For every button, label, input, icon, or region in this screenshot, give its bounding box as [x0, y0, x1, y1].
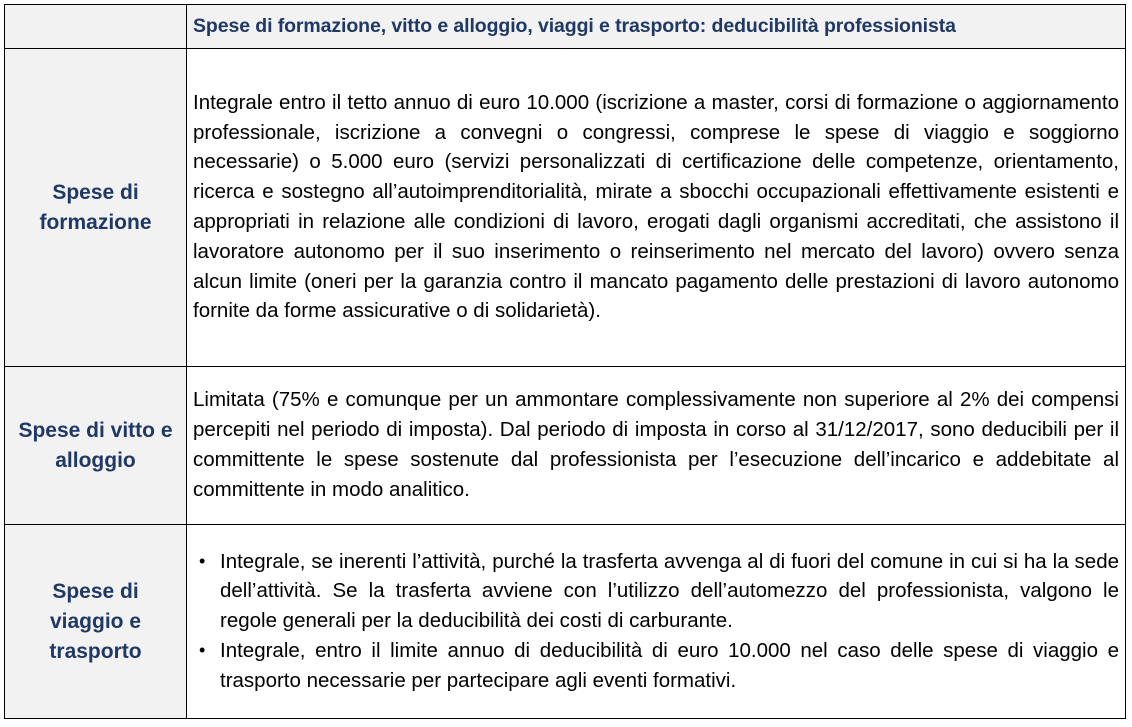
list-item: [193, 547, 1119, 636]
row-label-viaggio-trasporto: Spese di viaggio e trasporto: [5, 525, 187, 719]
bullet-icon: •: [199, 639, 206, 660]
list-item: [193, 636, 1119, 696]
row-text-vitto-alloggio: Limitata (75% e comunque per un ammontare complessivamente non superiore al 2% dei compensi percepiti nel periodo di imposta). Dal periodo di imposta in corso al 31/12/2017, sono deducibili per il committente le spese sostenute dal professionista per l’esecuzione dell’incarico e addebitate al committente in modo analitico.: [187, 367, 1126, 525]
row-text-viaggio-trasporto: [187, 525, 1126, 719]
table-title: Spese di formazione, vitto e alloggio, viaggi e trasporto: deducibilità professionista: [187, 5, 1126, 49]
table-row: [5, 367, 1126, 525]
deductibility-table: [4, 4, 1126, 719]
bullet-text: Integrale, entro il limite annuo di deducibilità di euro 10.000 nel caso delle spese di viaggio e trasporto necessarie per partecipare agli eventi formativi.: [220, 638, 1119, 692]
row-label-formazione: Spese di formazione: [5, 49, 187, 367]
table-row: [5, 525, 1126, 719]
bullet-list: [193, 547, 1119, 696]
header-empty-cell: [5, 5, 187, 49]
row-text-formazione: Integrale entro il tetto annuo di euro 10.000 (iscrizione a master, corsi di formazione o aggiornamento professionale, iscrizione a convegni o congressi, comprese le spese di viaggio e soggiorno necessarie) o 5.000 euro (servizi personalizzati di certificazione delle competenze, orientamento, ricerca e sostegno all’autoimprenditorialità, mirate a sbocchi occupazionali effettivamente esistenti e appropriati in relazione alle condizioni di lavoro, erogati dagli organismi accreditati, che assistono il lavoratore autonomo per il suo inserimento o reinserimento nel mercato del lavoro) ovvero senza alcun limite (oneri per la garanzia contro il mancato pagamento delle prestazioni di lavoro autonomo fornite da forme assicurative o di solidarietà).: [187, 49, 1126, 367]
table-row: [5, 49, 1126, 367]
bullet-text: Integrale, se inerenti l’attività, purché la trasferta avvenga al di fuori del comune in cui si ha la sede dell’attività. Se la trasferta avviene con l’utilizzo dell’automezzo del professionista, valgono le regole generali per la deducibilità dei costi di carburante.: [220, 549, 1119, 633]
row-label-vitto-alloggio: Spese di vitto e alloggio: [5, 367, 187, 525]
table-header-row: [5, 5, 1126, 49]
bullet-icon: •: [199, 550, 206, 571]
